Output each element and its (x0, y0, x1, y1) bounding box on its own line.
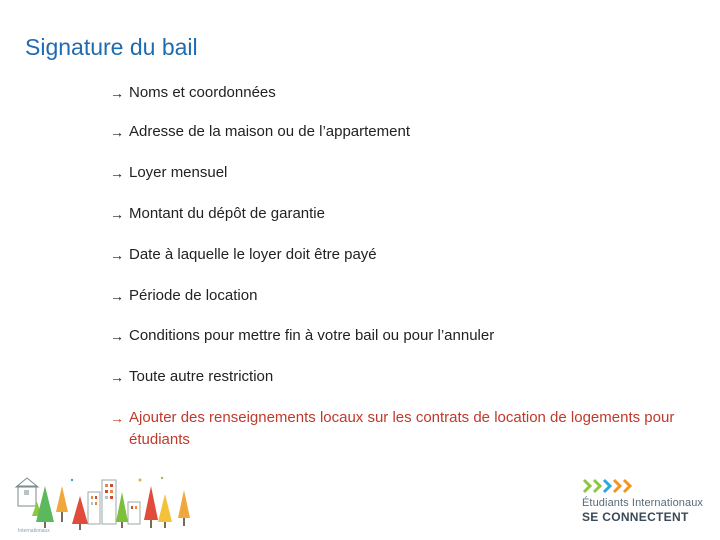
tree-icon (72, 496, 88, 530)
arrow-right-icon: → (110, 410, 124, 426)
arrow-right-icon: → (110, 247, 124, 263)
bullet-text: Adresse de la maison ou de l’appartement (129, 123, 411, 140)
bullet-item (110, 366, 700, 388)
logo-text-line2: SE CONNECTENT (582, 510, 689, 524)
illustration-caption: Internationaux (18, 528, 50, 534)
bullet-text: Date à laquelle le loyer doit être payé (129, 246, 377, 263)
slide-title: Signature du bail (25, 34, 198, 60)
bullet-item (110, 82, 700, 104)
trees-buildings-illustration (12, 472, 192, 534)
arrow-right-icon: → (110, 165, 124, 181)
tree-icon (144, 486, 158, 528)
tree-icon (116, 492, 128, 528)
bullet-item (110, 121, 700, 143)
bullet-item (110, 325, 700, 347)
arrow-right-icon: → (110, 206, 124, 222)
arrow-right-icon: → (110, 369, 124, 385)
bullet-item (110, 244, 700, 266)
bullet-text: Période de location (129, 287, 258, 304)
etudiants-internationaux-logo (582, 478, 707, 528)
highlight-bullet-item (110, 407, 700, 451)
bullet-item (110, 285, 700, 307)
house-icon (16, 478, 38, 506)
highlight-bullet-text: Ajouter des renseignements locaux sur les contrats de location de logements pour étudiants (129, 409, 675, 448)
arrow-right-icon: → (110, 328, 124, 344)
arrow-right-icon: → (110, 124, 124, 140)
building-icon (102, 480, 116, 524)
chevrons-icon (582, 478, 632, 494)
building-icon (128, 502, 140, 524)
bullet-text: Toute autre restriction (129, 368, 274, 385)
arrow-right-icon: → (110, 288, 124, 304)
logo-text-line1: Étudiants Internationaux (582, 497, 704, 509)
bullet-text: Noms et coordonnées (129, 84, 276, 101)
arrow-right-icon: → (110, 85, 124, 101)
bullet-text: Loyer mensuel (129, 164, 228, 181)
building-icon (88, 492, 100, 524)
tree-icon (158, 494, 172, 528)
tree-icon (56, 486, 68, 522)
bullet-item (110, 162, 700, 184)
tree-icon (32, 486, 54, 528)
bullet-text: Montant du dépôt de garantie (129, 205, 325, 222)
tree-icon (178, 490, 190, 526)
bullet-text: Conditions pour mettre fin à votre bail ou pour l’annuler (129, 327, 495, 344)
bullet-item (110, 203, 700, 225)
